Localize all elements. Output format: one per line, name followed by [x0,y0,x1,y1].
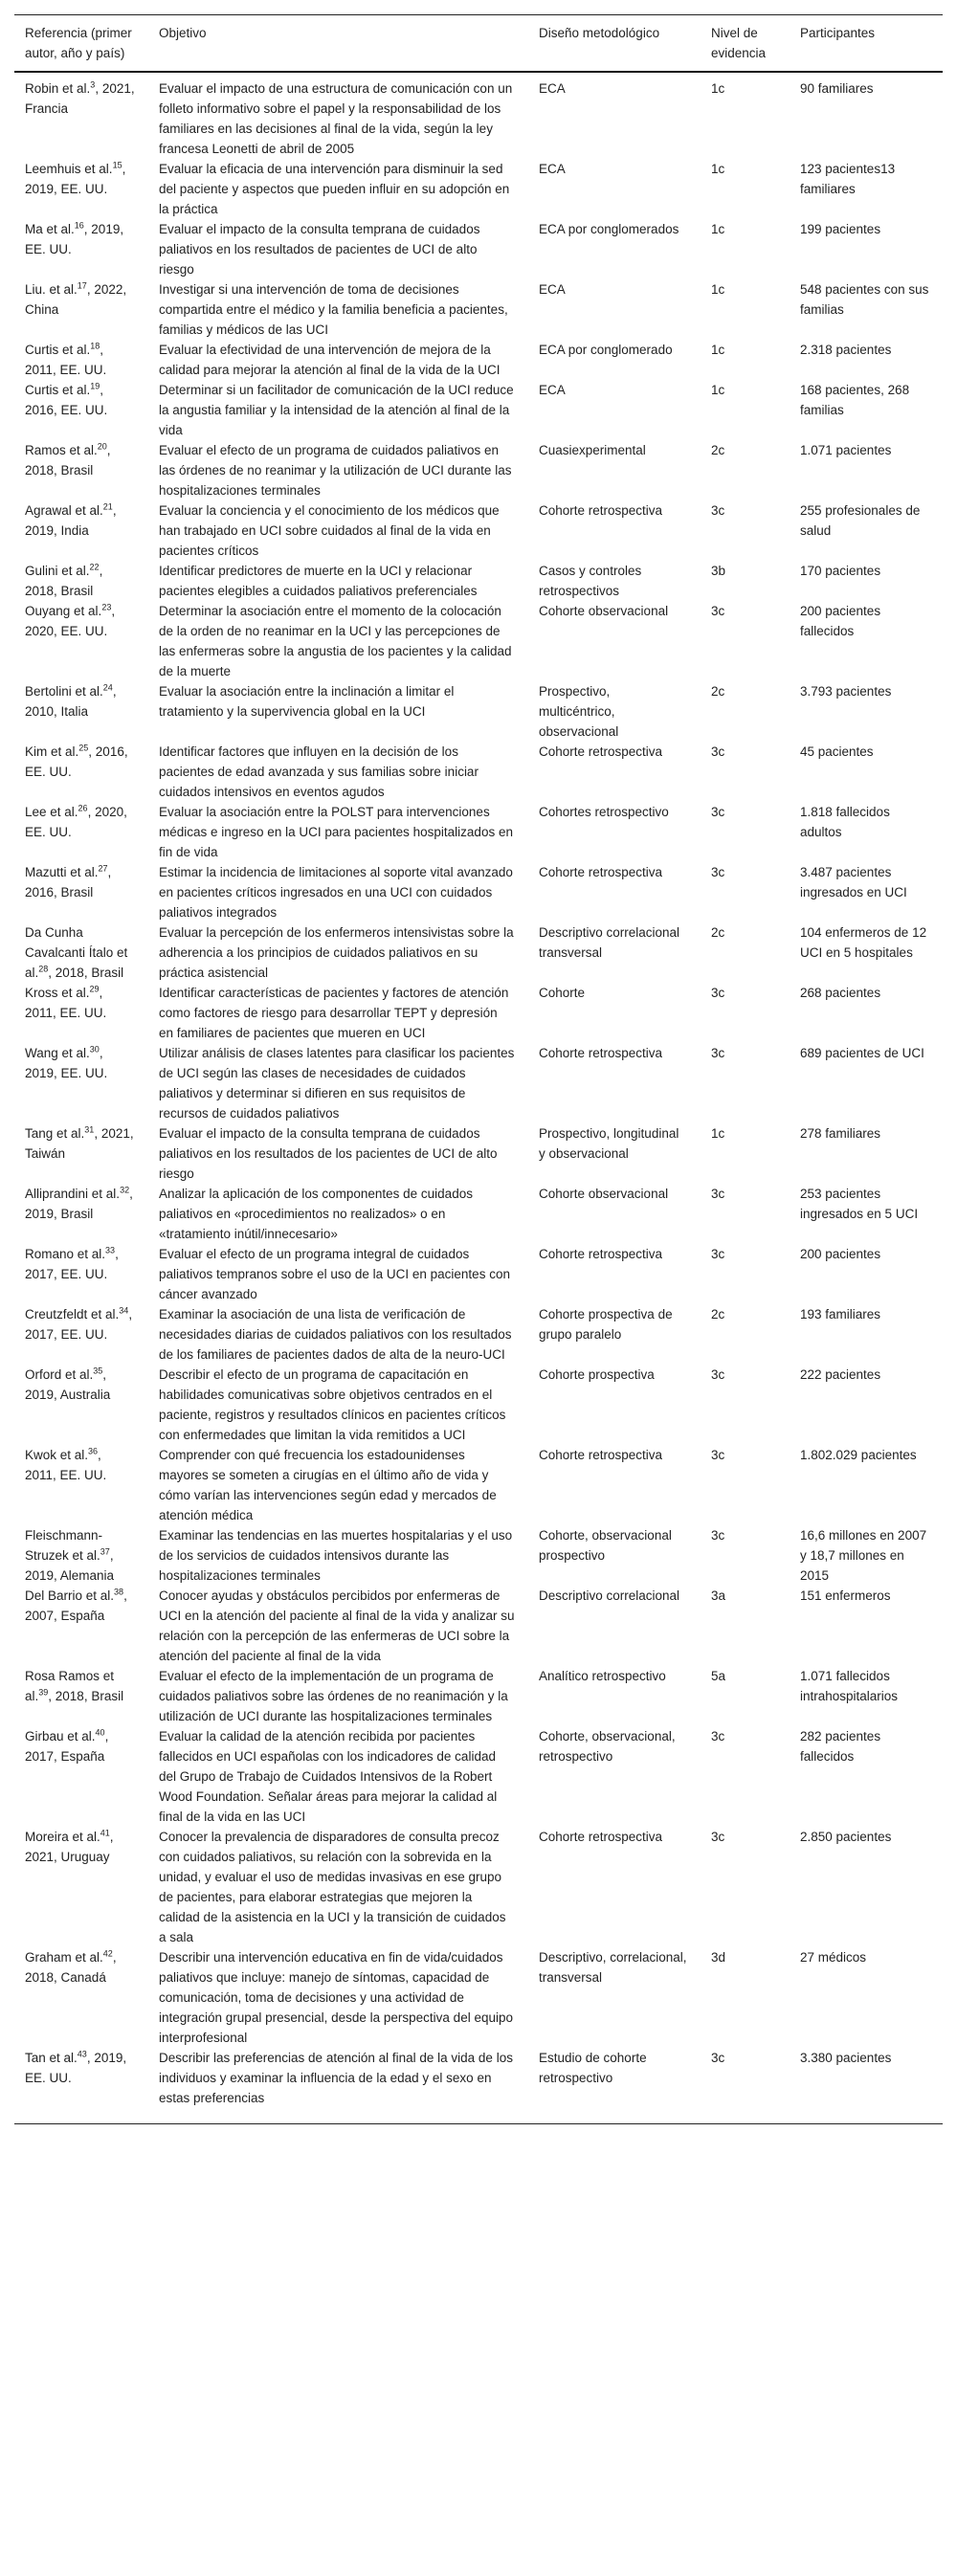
reference-author: Graham et al. [25,1950,103,1965]
objective-cell: Identificar factores que influyen en la decisión de los pacientes de edad avanzada y sus familias sobre iniciar cuidados intensivos en eventos agudos [159,744,478,799]
evidence-level-cell: 1c [711,81,725,96]
reference-year-country: , 2018, Canadá [25,1950,117,1985]
participants-cell: 1.071 fallecidos intrahospitalarios [800,1669,899,1703]
evidence-level-cell: 2c [711,925,725,940]
table-row [14,1666,943,1726]
table-row [14,601,943,681]
table-row [14,1304,943,1365]
evidence-level-cell: 3c [711,1528,725,1543]
studies-table [14,14,943,2124]
citation-number: 25 [78,743,89,753]
table-row [14,681,943,742]
table-row [14,1365,943,1445]
citation-number: 37 [100,1546,110,1557]
evidence-level-cell: 3c [711,1046,725,1060]
reference-year-country: , 2018, Brasil [48,1689,124,1703]
evidence-level-cell: 1c [711,222,725,236]
objective-cell: Estimar la incidencia de limitaciones al soporte vital avanzado en pacientes críticos ingresados en una UCI con cuidados paliativos integrados [159,865,513,920]
evidence-level-cell: 5a [711,1669,726,1683]
reference-author: Agrawal et al. [25,503,103,518]
participants-cell: 282 pacientes fallecidos [800,1729,881,1764]
table-row [14,340,943,380]
reference-cell [14,681,148,742]
evidence-level-cell: 3b [711,564,726,578]
reference-cell [14,601,148,681]
citation-number: 31 [84,1124,95,1135]
participants-cell: 3.380 pacientes [800,2051,892,2065]
reference-cell [14,279,148,340]
reference-year-country: , 2019, Australia [25,1367,111,1402]
reference-cell [14,159,148,219]
design-cell: ECA por conglomerados [539,222,679,236]
evidence-level-cell: 1c [711,343,725,357]
design-cell: Analítico retrospectivo [539,1669,666,1683]
participants-cell: 1.071 pacientes [800,443,892,457]
citation-number: 35 [93,1366,103,1376]
citation-number: 29 [89,984,100,994]
citation-number: 43 [77,2049,87,2059]
reference-year-country: , 2016, Brasil [25,865,112,899]
reference-author: Rosa Ramos et al. [25,1669,115,1703]
reference-cell [14,862,148,922]
reference-author: Tan et al. [25,2051,78,2065]
design-cell: ECA [539,383,566,397]
reference-cell [14,1445,148,1525]
participants-cell: 689 pacientes de UCI [800,1046,924,1060]
reference-author: Moreira et al. [25,1830,100,1844]
reference-author: Curtis et al. [25,343,91,357]
table-row [14,1726,943,1827]
objective-cell: Investigar si una intervención de toma de decisiones compartida entre el médico y la familia beneficia a pacientes, familias y médicos de las UCI [159,282,508,337]
evidence-level-cell: 3c [711,1187,725,1201]
reference-year-country: , 2021, Taiwán [25,1126,134,1161]
citation-number: 22 [89,562,100,572]
reference-year-country: , 2019, Brasil [25,1187,133,1221]
reference-author: Orford et al. [25,1367,94,1382]
objective-cell: Analizar la aplicación de los componentes de cuidados paliativos en «procedimientos no realizados» o en «tratamiento inútil/innecesario» [159,1187,473,1241]
design-cell: Descriptivo, correlacional, transversal [539,1950,687,1985]
participants-cell: 90 familiares [800,81,874,96]
table-row [14,1586,943,1666]
design-cell: Cuasiexperimental [539,443,646,457]
design-cell: Cohorte observacional [539,604,669,618]
objective-cell: Evaluar la conciencia y el conocimiento de los médicos que han trabajado en UCI sobre cuidados al final de la vida en pacientes críticos [159,503,500,558]
objective-cell: Utilizar análisis de clases latentes para clasificar los pacientes de UCI según las clases de necesidades de cuidados paliativos y determinar si difieren en sus requisitos de recursos de cuidados paliativos [159,1046,515,1121]
reference-cell [14,1726,148,1827]
participants-cell: 168 pacientes, 268 familias [800,383,910,417]
reference-year-country: , 2019, Alemania [25,1548,115,1583]
reference-year-country: , 2018, Brasil [25,564,103,598]
reference-year-country: , 2018, Brasil [48,966,124,980]
reference-year-country: , 2011, EE. UU. [25,986,107,1020]
participants-cell: 193 familiares [800,1307,881,1321]
design-cell: Cohorte retrospectiva [539,1046,663,1060]
reference-author: Robin et al. [25,81,91,96]
citation-number: 18 [90,341,100,351]
citation-number: 27 [98,863,108,874]
objective-cell: Evaluar el efecto de la implementación de un programa de cuidados paliativos sobre las órdenes de no reanimación y la utilización de UCI durante las hospitalizaciones terminales [159,1669,508,1723]
reference-author: Romano et al. [25,1247,106,1261]
reference-cell [14,742,148,802]
reference-year-country: , 2020, EE. UU. [25,805,127,839]
table-row [14,279,943,340]
reference-cell [14,219,148,279]
evidence-level-cell: 3c [711,1247,725,1261]
reference-cell [14,983,148,1043]
table-row [14,500,943,561]
reference-year-country: , 2019, EE. UU. [25,162,126,196]
citation-number: 23 [101,602,112,612]
reference-author: Girbau et al. [25,1729,96,1743]
reference-author: Kim et al. [25,744,79,759]
design-cell: ECA por conglomerado [539,343,673,357]
citation-number: 32 [120,1185,130,1195]
reference-year-country: , 2019, India [25,503,117,538]
table-row [14,159,943,219]
design-cell: Prospectivo, multicéntrico, observacional [539,684,619,739]
header-design: Diseño metodológico [539,26,660,40]
participants-cell: 255 profesionales de salud [800,503,921,538]
objective-cell: Describir el efecto de un programa de capacitación en habilidades comunicativas sobre objetivos centrados en el paciente, registros y resultados clínicos en pacientes críticos con enfermedades que limitan la vida remitidos a UCI [159,1367,506,1442]
reference-author: Lee et al. [25,805,78,819]
design-cell: Cohorte [539,986,586,1000]
table-row [14,219,943,279]
participants-cell: 2.850 pacientes [800,1830,892,1844]
objective-cell: Identificar características de pacientes y factores de atención como factores de riesgo para desarrollar TEPT y depresión en familiares de pacientes que mueren en UCI [159,986,509,1040]
table-row [14,983,943,1043]
design-cell: Cohorte retrospectiva [539,865,663,879]
evidence-level-cell: 3c [711,1830,725,1844]
objective-cell: Determinar si un facilitador de comunicación de la UCI reduce la angustia familiar y la intensidad de la atención al final de la vida [159,383,514,437]
table-header-row [14,15,943,73]
citation-number: 38 [114,1587,124,1597]
reference-author: Da Cunha Cavalcanti Ítalo et al. [25,925,128,980]
reference-cell [14,500,148,561]
citation-number: 41 [100,1828,110,1838]
participants-cell: 253 pacientes ingresados en 5 UCI [800,1187,919,1221]
evidence-level-cell: 2c [711,684,725,699]
table-row [14,1244,943,1304]
reference-author: Tang et al. [25,1126,85,1141]
citation-number: 40 [95,1727,105,1738]
evidence-level-cell: 3c [711,1729,725,1743]
participants-cell: 199 pacientes [800,222,881,236]
citation-number: 15 [112,160,122,170]
reference-author: Fleischmann-Struzek et al. [25,1528,103,1563]
table-row [14,1043,943,1123]
objective-cell: Evaluar la calidad de la atención recibida por pacientes fallecidos en UCI españolas con los indicadores de calidad del Grupo de Trabajo de Cuidados Intensivos de la Robert Wood Foundation. Señalar áreas para mejorar la calidad al final de la vida en las UCI [159,1729,498,1824]
table-row [14,1184,943,1244]
participants-cell: 170 pacientes [800,564,881,578]
objective-cell: Comprender con qué frecuencia los estadounidenses mayores se someten a cirugías en el último año de vida y cómo varían las intervenciones según edad y mercados de atención médica [159,1448,497,1522]
citation-number: 36 [88,1446,99,1456]
citation-number: 34 [119,1305,129,1316]
objective-cell: Evaluar la eficacia de una intervención para disminuir la sed del paciente y aspectos que pueden influir en su adopción en la práctica [159,162,510,216]
evidence-level-cell: 3c [711,1448,725,1462]
table-row [14,440,943,500]
reference-author: Creutzfeldt et al. [25,1307,120,1321]
table-row [14,1525,943,1586]
reference-cell [14,1184,148,1244]
reference-author: Liu. et al. [25,282,78,297]
header-objective: Objetivo [159,26,207,40]
objective-cell: Evaluar el efecto de un programa integral de cuidados paliativos tempranos sobre el uso de la UCI en pacientes con cáncer avanzado [159,1247,510,1301]
participants-cell: 16,6 millones en 2007 y 18,7 millones en 2015 [800,1528,927,1583]
reference-author: Gulini et al. [25,564,90,578]
reference-author: Wang et al. [25,1046,90,1060]
participants-cell: 222 pacientes [800,1367,881,1382]
citation-number: 3 [90,79,96,90]
participants-cell: 3.793 pacientes [800,684,892,699]
reference-year-country: , 2017, EE. UU. [25,1247,119,1281]
objective-cell: Evaluar la asociación entre la POLST para intervenciones médicas e ingreso en la UCI para pacientes hospitalizados en fin de vida [159,805,513,859]
evidence-level-cell: 3c [711,1367,725,1382]
design-cell: Cohorte retrospectiva [539,1830,663,1844]
objective-cell: Conocer la prevalencia de disparadores de consulta precoz con cuidados paliativos, su relación con la sobrevida en la unidad, y evaluar el uso de medidas invasivas en ese grupo de pacientes, para elaborar estrategias que mejoren la calidad de la asistencia en la UCI y la transición de cuidados a sala [159,1830,506,1944]
citation-number: 19 [90,381,100,391]
objective-cell: Evaluar la percepción de los enfermeros intensivistas sobre la adherencia a los principios de cuidados paliativos en su práctica asistencial [159,925,514,980]
evidence-level-cell: 3c [711,744,725,759]
table-row [14,802,943,862]
reference-cell [14,1525,148,1586]
table-row [14,1827,943,1947]
design-cell: Cohorte prospectiva [539,1367,655,1382]
reference-year-country: , 2011, EE. UU. [25,1448,107,1482]
objective-cell: Evaluar el impacto de la consulta temprana de cuidados paliativos en los resultados de pacientes de UCI de alto riesgo [159,222,480,277]
header-participants: Participantes [800,26,876,40]
reference-year-country: , 2022, China [25,282,127,317]
participants-cell: 2.318 pacientes [800,343,892,357]
reference-year-country: , 2018, Brasil [25,443,111,477]
design-cell: Cohorte retrospectiva [539,503,663,518]
evidence-level-cell: 3c [711,503,725,518]
design-cell: Cohorte observacional [539,1187,669,1201]
objective-cell: Describir una intervención educativa en fin de vida/cuidados paliativos que incluye: manejo de síntomas, capacidad de comunicación, toma de decisiones y una actividad de integración grupal presencial, desde la perspectiva del equipo interprofesional [159,1950,513,2045]
citation-number: 30 [89,1044,100,1055]
participants-cell: 104 enfermeros de 12 UCI en 5 hospitales [800,925,927,960]
design-cell: Estudio de cohorte retrospectivo [539,2051,647,2085]
citation-number: 39 [38,1687,49,1698]
participants-cell: 1.802.029 pacientes [800,1448,917,1462]
citation-number: 42 [102,1948,113,1959]
participants-cell: 27 médicos [800,1950,867,1965]
reference-cell [14,561,148,601]
reference-year-country: , 2021, Francia [25,81,135,116]
objective-cell: Examinar las tendencias en las muertes hospitalarias y el uso de los servicios de cuidados intensivos durante las hospitalizaciones terminales [159,1528,513,1583]
reference-cell [14,1666,148,1726]
reference-cell [14,1043,148,1123]
objective-cell: Evaluar la efectividad de una intervención de mejora de la calidad para mejorar la atención al final de la vida de la UCI [159,343,501,377]
table-body [14,72,943,2124]
design-cell: Cohorte retrospectiva [539,744,663,759]
evidence-level-cell: 3c [711,805,725,819]
reference-year-country: , 2019, EE. UU. [25,2051,127,2085]
design-cell: Cohorte retrospectiva [539,1448,663,1462]
reference-author: Del Barrio et al. [25,1588,115,1603]
reference-year-country: , 2016, EE. UU. [25,383,108,417]
reference-year-country: , 2020, EE. UU. [25,604,116,638]
reference-year-country: , 2011, EE. UU. [25,343,107,377]
reference-cell [14,1123,148,1184]
reference-cell [14,2048,148,2124]
participants-cell: 200 pacientes [800,1247,881,1261]
header-reference: Referencia (primer autor, año y país) [25,26,132,60]
table-row [14,1445,943,1525]
evidence-level-cell: 2c [711,443,725,457]
table-row [14,380,943,440]
reference-cell [14,1304,148,1365]
reference-author: Ma et al. [25,222,75,236]
design-cell: Cohortes retrospectivo [539,805,669,819]
citation-number: 16 [74,220,84,231]
reference-author: Kross et al. [25,986,90,1000]
reference-cell [14,380,148,440]
objective-cell: Evaluar la asociación entre la inclinación a limitar el tratamiento y la supervivencia global en la UCI [159,684,455,719]
reference-author: Mazutti et al. [25,865,99,879]
reference-year-country: , 2017, España [25,1729,109,1764]
reference-cell [14,1365,148,1445]
reference-cell [14,1244,148,1304]
evidence-level-cell: 2c [711,1307,725,1321]
reference-year-country: , 2021, Uruguay [25,1830,114,1864]
design-cell: Casos y controles retrospectivos [539,564,642,598]
citation-number: 20 [97,441,107,452]
participants-cell: 278 familiares [800,1126,881,1141]
table-row [14,862,943,922]
design-cell: ECA [539,282,566,297]
participants-cell: 123 pacientes13 familiares [800,162,896,196]
reference-year-country: , 2017, EE. UU. [25,1307,133,1342]
objective-cell: Evaluar el impacto de la consulta temprana de cuidados paliativos en los resultados de los pacientes de UCI de alto riesgo [159,1126,498,1181]
design-cell: ECA [539,81,566,96]
participants-cell: 548 pacientes con sus familias [800,282,929,317]
reference-year-country: , 2007, España [25,1588,127,1623]
reference-author: Ramos et al. [25,443,98,457]
table-row [14,1123,943,1184]
evidence-level-cell: 3c [711,986,725,1000]
participants-cell: 151 enfermeros [800,1588,891,1603]
evidence-level-cell: 1c [711,383,725,397]
reference-cell [14,1827,148,1947]
table-row [14,922,943,983]
citation-number: 28 [38,964,49,974]
design-cell: Cohorte prospectiva de grupo paralelo [539,1307,673,1342]
table-row [14,1947,943,2048]
evidence-level-cell: 3c [711,2051,725,2065]
reference-cell [14,72,148,159]
participants-cell: 200 pacientes fallecidos [800,604,881,638]
evidence-level-cell: 3c [711,604,725,618]
objective-cell: Identificar predictores de muerte en la UCI y relacionar pacientes elegibles a cuidados paliativos preferenciales [159,564,478,598]
reference-author: Curtis et al. [25,383,91,397]
objective-cell: Describir las preferencias de atención al final de la vida de los individuos y examinar la influencia de la edad y el sexo en estas preferencias [159,2051,513,2105]
reference-cell [14,1947,148,2048]
reference-cell [14,802,148,862]
header-evidence-level: Nivel de evidencia [711,26,767,60]
evidence-level-cell: 1c [711,1126,725,1141]
participants-cell: 45 pacientes [800,744,874,759]
participants-cell: 1.818 fallecidos adultos [800,805,890,839]
citation-number: 26 [78,803,88,813]
objective-cell: Evaluar el efecto de un programa de cuidados paliativos en las órdenes de no reanimar y la utilización de UCI durante las hospitalizaciones terminales [159,443,512,498]
participants-cell: 3.487 pacientes ingresados en UCI [800,865,907,899]
citation-number: 24 [102,682,113,693]
objective-cell: Conocer ayudas y obstáculos percibidos por enfermeras de UCI en la atención del paciente al final de la vida y analizar su relación con la percepción de las enfermeras de UCI sobre la atención del paciente al final de la vida [159,1588,515,1663]
table-row [14,2048,943,2124]
citation-number: 21 [102,501,113,512]
reference-cell [14,922,148,983]
objective-cell: Determinar la asociación entre el momento de la colocación de la orden de no reanimar en la UCI y las percepciones de las enfermeras sobre la angustia de los pacientes y la calidad de la muerte [159,604,512,678]
reference-cell [14,340,148,380]
reference-cell [14,1586,148,1666]
reference-year-country: , 2016, EE. UU. [25,744,128,779]
evidence-level-cell: 3a [711,1588,726,1603]
reference-author: Alliprandini et al. [25,1187,121,1201]
reference-year-country: , 2019, EE. UU. [25,1046,108,1080]
reference-year-country: , 2010, Italia [25,684,117,719]
objective-cell: Evaluar el impacto de una estructura de comunicación con un folleto informativo sobre el papel y la responsabilidad de los familiares en las decisiones al final de la vida, según la ley francesa Leonetti de abril de 2005 [159,81,513,156]
evidence-level-cell: 1c [711,282,725,297]
reference-year-country: , 2019, EE. UU. [25,222,124,256]
reference-author: Leemhuis et al. [25,162,113,176]
objective-cell: Examinar la asociación de una lista de verificación de necesidades diarias de cuidados paliativos con los resultados de los familiares de pacientes dados de alta de la neuro-UCI [159,1307,512,1362]
evidence-level-cell: 3d [711,1950,726,1965]
participants-cell: 268 pacientes [800,986,881,1000]
table-row [14,561,943,601]
design-cell: Cohorte retrospectiva [539,1247,663,1261]
design-cell: Cohorte, observacional prospectivo [539,1528,672,1563]
evidence-level-cell: 3c [711,865,725,879]
citation-number: 17 [77,280,87,291]
citation-number: 33 [105,1245,116,1255]
reference-author: Ouyang et al. [25,604,102,618]
evidence-level-cell: 1c [711,162,725,176]
table-row [14,72,943,159]
design-cell: Descriptivo correlacional [539,1588,680,1603]
table-row [14,742,943,802]
reference-author: Kwok et al. [25,1448,89,1462]
design-cell: Descriptivo correlacional transversal [539,925,680,960]
design-cell: Prospectivo, longitudinal y observacional [539,1126,679,1161]
reference-cell [14,440,148,500]
design-cell: ECA [539,162,566,176]
reference-author: Bertolini et al. [25,684,103,699]
design-cell: Cohorte, observacional, retrospectivo [539,1729,676,1764]
